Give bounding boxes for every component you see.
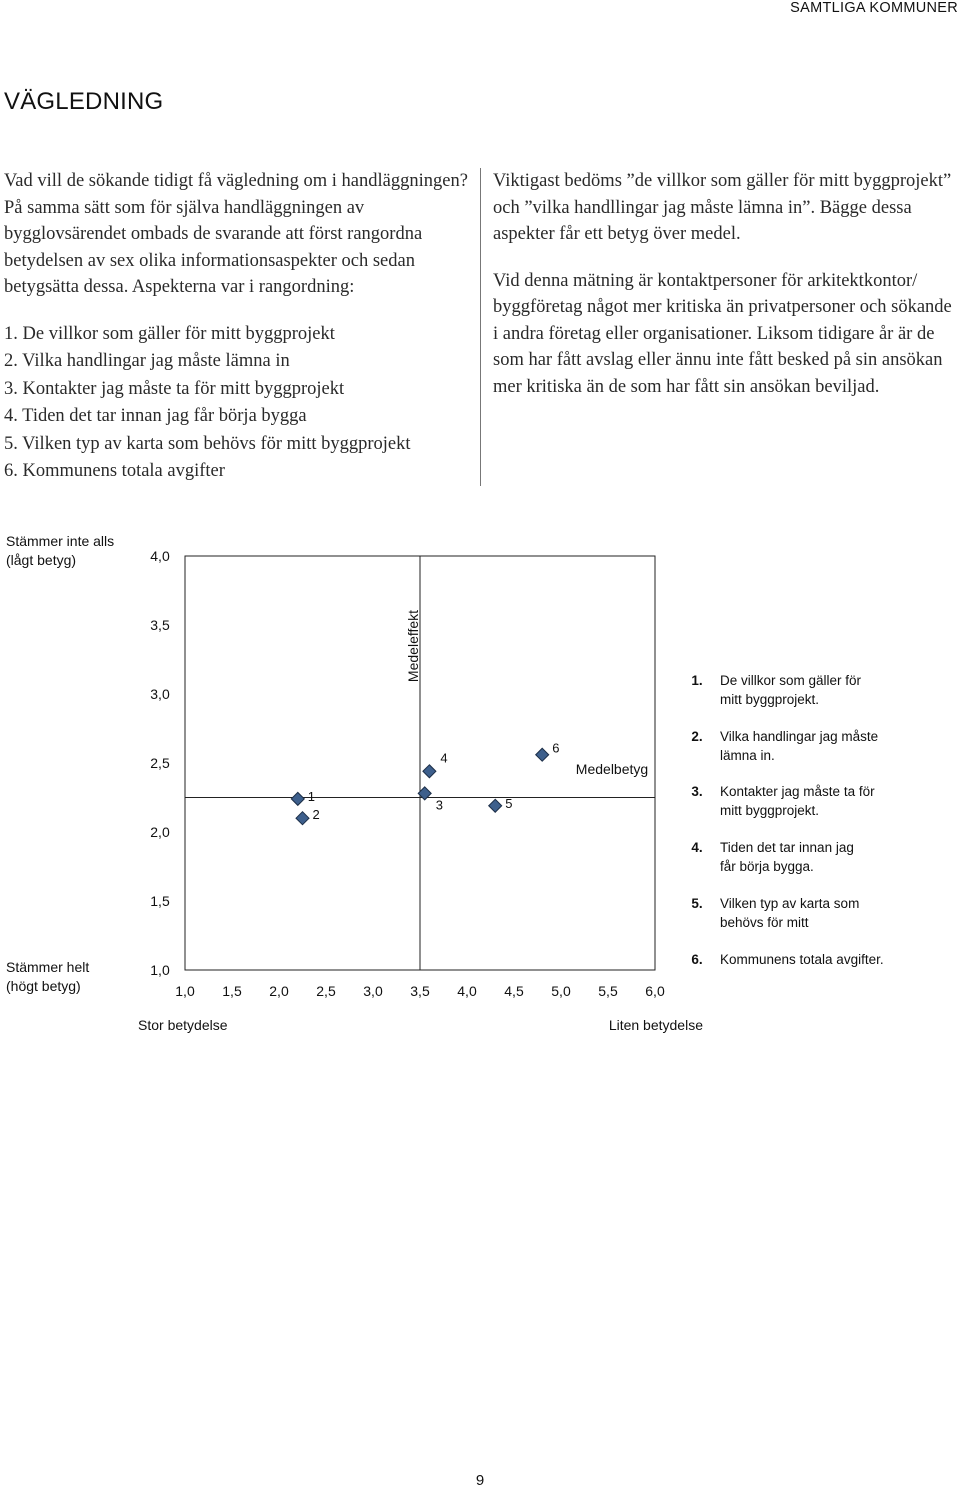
legend-text: Tiden det tar innan jag — [720, 840, 854, 855]
x-tick-label: 3,0 — [363, 983, 383, 999]
y-tick-label: 1,0 — [150, 962, 170, 978]
x-tick-label: 4,5 — [504, 983, 524, 999]
x-tick-label: 4,0 — [457, 983, 477, 999]
x-tick-label: 2,0 — [269, 983, 289, 999]
page-number: 9 — [475, 1472, 485, 1489]
y-axis-top-label: Stämmer inte alls — [6, 533, 115, 549]
legend-text: mitt byggprojekt. — [720, 803, 820, 818]
left-column — [4, 168, 470, 486]
summary-paragraph: Viktigast bedöms ”de villkor som gäller för mitt byggprojekt” och ”vilka handllingar jag måste lämna in”. Bägge dessa aspekter får ett betyg över medel. — [493, 171, 952, 244]
legend-text: lämna in. — [720, 748, 775, 763]
data-point-label: 2 — [312, 807, 320, 823]
y-axis-bottom-label: Stämmer helt — [6, 959, 90, 975]
ranking-item: 1. De villkor som gäller för mitt byggprojekt — [4, 323, 335, 344]
data-point-label: 5 — [505, 795, 513, 811]
legend-number: 3. — [691, 784, 703, 799]
legend-text: Kontakter jag måste ta för — [720, 784, 875, 799]
column-divider — [480, 168, 481, 486]
ranking-item: 6. Kommunens totala avgifter — [4, 461, 225, 481]
x-axis-right-label: Liten betydelse — [608, 1017, 703, 1033]
legend-number: 6. — [691, 952, 703, 967]
ranking-list — [4, 321, 470, 486]
legend-text: får börja bygga. — [720, 859, 814, 874]
ranking-item: 5. Vilken typ av karta som behövs för mitt byggprojekt — [4, 433, 411, 454]
y-axis-bottom-label: (högt betyg) — [6, 978, 81, 994]
legend-text: Vilka handlingar jag måste — [720, 729, 879, 744]
legend-number: 1. — [691, 673, 703, 688]
right-column — [493, 168, 959, 420]
detail-paragraph: Vid denna mätning är kontaktpersoner för arkitektkontor/ byggföretag något mer kritiska än privatpersoner och sökande i andra företag eller organisationer. Liksom tidigare år är de som har fått avslag eller ännu inte fått besked på sin ansökan mer kritiska än de som har fått sin ansökan beviljad. — [493, 270, 952, 397]
data-point-marker — [489, 799, 502, 812]
legend-number: 2. — [691, 729, 703, 744]
data-point-marker — [536, 748, 549, 761]
ranking-item: 3. Kontakter jag måste ta för mitt byggprojekt — [4, 378, 345, 399]
data-point-marker — [296, 812, 309, 825]
x-tick-label: 1,0 — [175, 983, 195, 999]
data-point-marker — [291, 792, 304, 805]
ranking-item: 2. Vilka handlingar jag måste lämna in — [4, 351, 290, 371]
header-section-label: SAMTLIGA KOMMUNER — [790, 0, 958, 16]
legend-text: De villkor som gäller för — [720, 673, 862, 688]
y-tick-label: 3,0 — [150, 686, 170, 702]
y-tick-label: 1,5 — [150, 893, 170, 909]
x-tick-label: 5,0 — [551, 983, 571, 999]
data-point-marker — [423, 765, 436, 778]
data-point-label: 6 — [552, 740, 560, 756]
quadrant-chart — [0, 520, 960, 1033]
y-axis-top-label: (lågt betyg) — [6, 552, 77, 568]
legend-number: 5. — [691, 896, 703, 911]
y-tick-label: 2,5 — [150, 755, 170, 771]
x-tick-label: 1,5 — [222, 983, 242, 999]
data-point-label: 4 — [440, 750, 448, 766]
y-tick-label: 2,0 — [150, 824, 170, 840]
x-axis-left-label: Stor betydelse — [138, 1017, 228, 1033]
data-point-label: 3 — [435, 797, 443, 813]
intro-paragraph: Vad vill de sökande tidigt få vägledning om i handläggningen? På samma sätt som för själva handläggningen av bygglovsärendet ombads de svarande att först rangordna betydelsen av sex olika informationsaspekter och sedan betygsätta dessa. Aspekterna var i rangordning: — [4, 171, 468, 297]
section-title: VÄGLEDNING — [4, 88, 164, 115]
legend-number: 4. — [691, 840, 703, 855]
medelbetyg-label: Medelbetyg — [575, 761, 649, 777]
legend-text: Kommunens totala avgifter. — [720, 952, 884, 967]
x-tick-label: 6,0 — [645, 983, 665, 999]
data-point-label: 1 — [307, 788, 316, 804]
y-tick-label: 4,0 — [150, 548, 170, 564]
ranking-item: 4. Tiden det tar innan jag får börja bygga — [4, 406, 307, 426]
y-tick-label: 3,5 — [150, 617, 170, 633]
legend-text: behövs för mitt — [720, 915, 809, 930]
x-tick-label: 5,5 — [598, 983, 618, 999]
x-tick-label: 3,5 — [410, 983, 430, 999]
legend-text: mitt byggprojekt. — [720, 692, 820, 707]
medeleffekt-label: Medeleffekt — [405, 609, 421, 683]
x-tick-label: 2,5 — [316, 983, 336, 999]
legend-text: Vilken typ av karta som — [720, 896, 860, 911]
